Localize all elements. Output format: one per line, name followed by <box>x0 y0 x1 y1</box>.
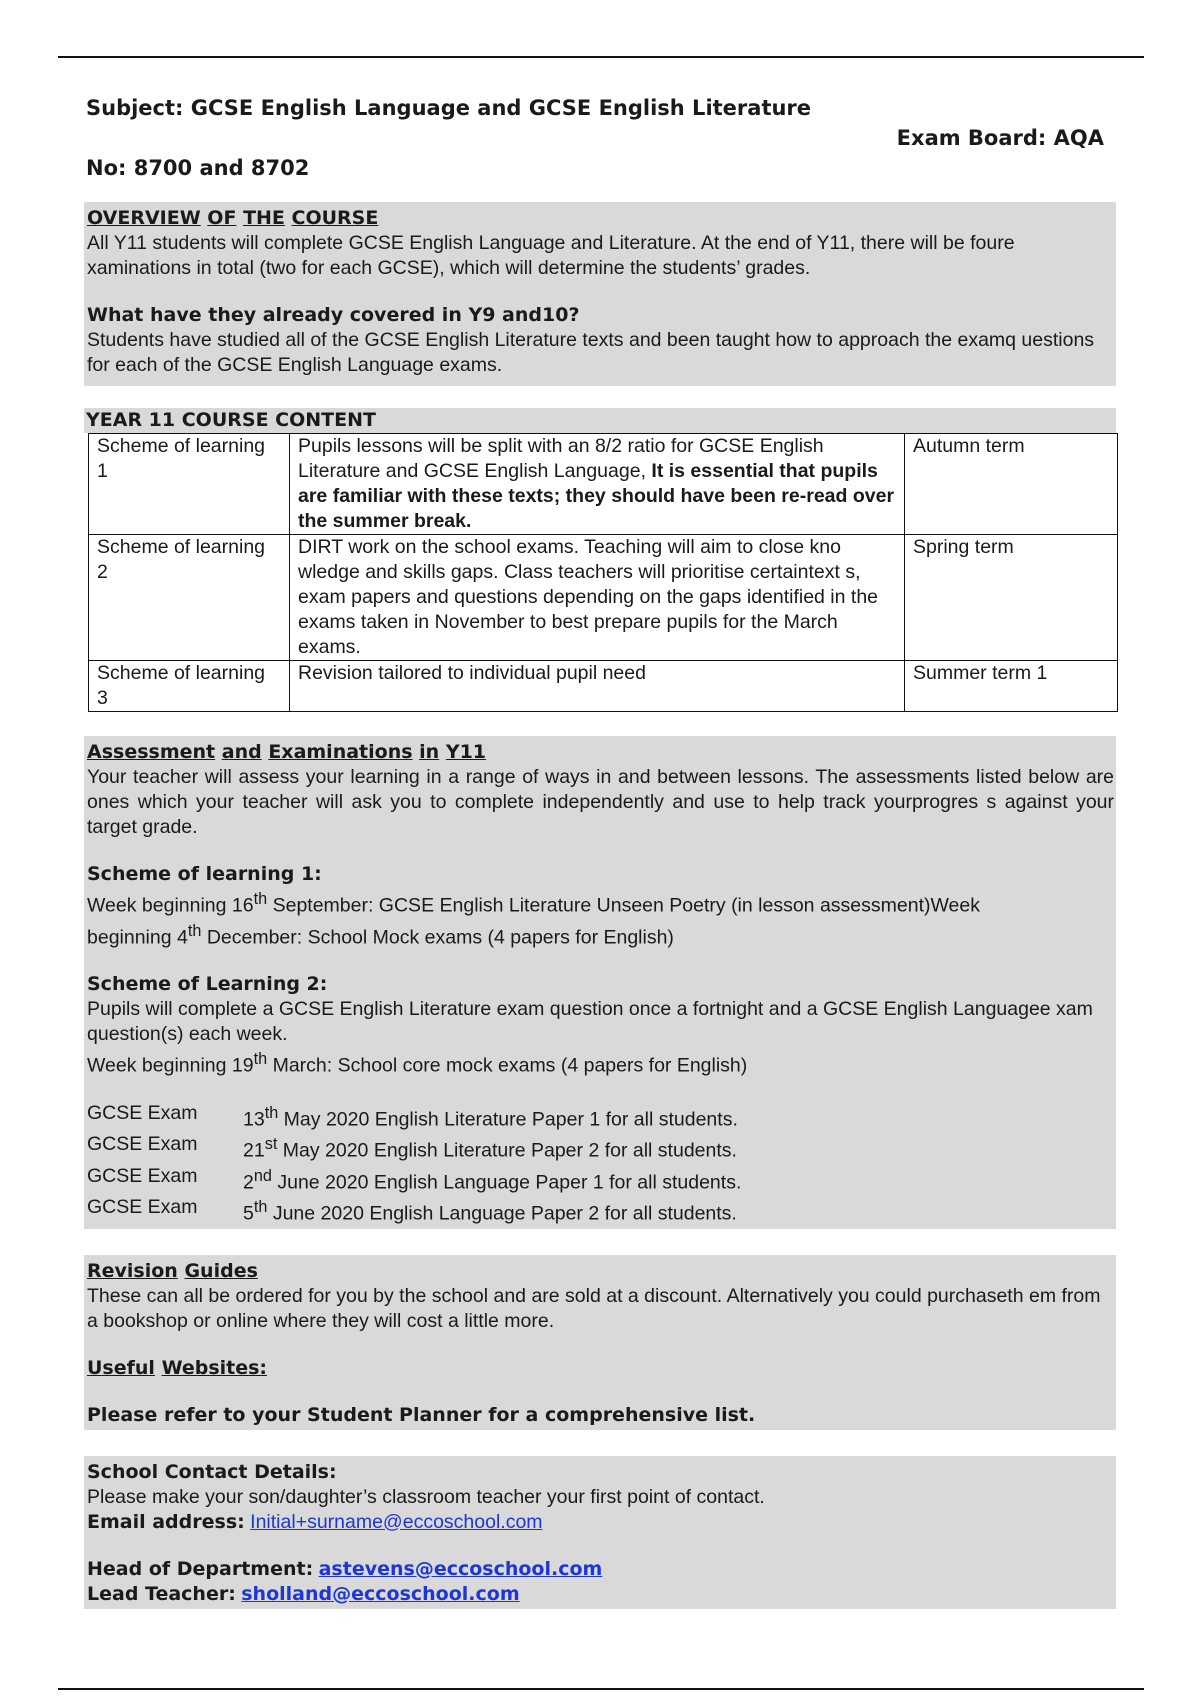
email-link[interactable]: Initial+surname@eccoschool.com <box>250 1510 543 1533</box>
spec-number: No: 8700 and 8702 <box>86 156 310 180</box>
term-cell: Spring term <box>905 535 1118 661</box>
course-content-heading: YEAR 11 COURSE CONTENT <box>86 409 376 431</box>
sol1-line: Week beginning 16th September: GCSE English Literature Unseen Poetry (in lesson assessment)Week <box>87 890 980 917</box>
bottom-rule <box>58 1688 1144 1690</box>
assessment-heading-word: in <box>419 741 440 763</box>
overview-heading-word: COURSE <box>291 207 379 229</box>
exam-date-row: GCSE Exam 13th May 2020 English Literature Paper 1 for all students. <box>87 1101 738 1130</box>
top-rule <box>58 56 1144 58</box>
description-cell <box>290 434 905 535</box>
term-cell: Summer term 1 <box>905 661 1118 712</box>
table-row <box>89 661 1118 712</box>
exam-date-row: GCSE Exam 5th June 2020 English Language Paper 2 for all students. <box>87 1196 737 1225</box>
exam-date-row: GCSE Exam 21st May 2020 English Literature Paper 2 for all students. <box>87 1133 737 1162</box>
description-text: Revision tailored to individual pupil need <box>298 662 646 684</box>
email-label: Email address: <box>87 1510 245 1533</box>
covered-heading: What have they already covered in Y9 and10? <box>87 304 580 326</box>
overview-text: All Y11 students will complete GCSE English Language and Literature. At the end of Y11, there will be foure xaminations in total (two for each GCSE), which will determine the students’ grades. <box>87 232 1015 279</box>
overview-heading-word: OVERVIEW <box>87 207 201 229</box>
lead-row <box>87 1582 1114 1607</box>
document-header <box>84 96 1116 196</box>
revision-section <box>84 1255 1116 1430</box>
sol1-heading: Scheme of learning 1: <box>87 863 322 885</box>
contact-heading: School Contact Details: <box>87 1460 337 1483</box>
websites-heading: Useful Websites: <box>87 1356 268 1379</box>
exam-board: Exam Board: AQA <box>896 126 1104 150</box>
hod-row <box>87 1557 1114 1582</box>
table-row <box>89 535 1118 661</box>
subject-title: Subject: GCSE English Language and GCSE English Literature <box>86 96 812 120</box>
scheme-cell: Scheme of learning 3 <box>89 661 290 712</box>
sol1-line: beginning 4th December: School Mock exams (4 papers for English) <box>87 921 674 948</box>
assessment-section <box>84 736 1116 1229</box>
description-text: Pupils lessons will be split with an 8/2 ratio for GCSE English Literature and GCSE English Language, <box>298 435 824 482</box>
contact-text: Please make your son/daughter’s classroom teacher your first point of contact. <box>87 1485 765 1508</box>
term-cell: Autumn term <box>905 434 1118 535</box>
covered-text: Students have studied all of the GCSE English Literature texts and been taught how to approach the examq uestions for each of the GCSE English Language exams. <box>87 329 1095 376</box>
sol2-heading: Scheme of Learning 2: <box>87 973 328 995</box>
document-body <box>84 96 1116 1609</box>
lead-email-link[interactable]: sholland@eccoschool.com <box>241 1582 520 1605</box>
overview-heading <box>87 206 1114 231</box>
hod-label: Head of Department: <box>87 1557 314 1580</box>
description-emphasis: It is essential that pupils are familiar with these texts; they should have been re-read over the summer break. <box>298 460 895 532</box>
lead-label: Lead Teacher: <box>87 1582 236 1605</box>
planner-note: Please refer to your Student Planner for a comprehensive list. <box>87 1403 756 1426</box>
overview-heading-word: THE <box>243 207 285 229</box>
course-content-table <box>88 433 1118 712</box>
course-content-header <box>84 408 1116 433</box>
description-cell <box>290 535 905 661</box>
assessment-heading-word: Examinations <box>268 741 413 763</box>
sol2-text: Pupils will complete a GCSE English Literature exam question once a fortnight and a GCSE English Languagee xam question(s) each week. <box>87 998 1093 1045</box>
overview-heading-word: OF <box>207 207 237 229</box>
email-row <box>87 1510 1114 1535</box>
assessment-heading-word: Y11 <box>445 741 487 763</box>
assessment-heading-word: and <box>221 741 262 763</box>
assessment-intro: Your teacher will assess your learning in a range of ways in and between lessons. The assessments listed below are ones which your teacher will ask you to complete independently and use to help track yourprogres s against your target grade. <box>87 766 1114 838</box>
contact-section <box>84 1456 1116 1609</box>
revision-heading: Revision Guides <box>87 1259 258 1282</box>
exam-date-row: GCSE Exam 2nd June 2020 English Language Paper 1 for all students. <box>87 1164 742 1193</box>
assessment-heading <box>87 740 1114 765</box>
sol2-line: Week beginning 19th March: School core mock exams (4 papers for English) <box>87 1050 748 1077</box>
scheme-cell: Scheme of learning 1 <box>89 434 290 535</box>
table-row <box>89 434 1118 535</box>
revision-text: These can all be ordered for you by the school and are sold at a discount. Alternatively you could purchaseth em from a bookshop or online where they will cost a little more. <box>87 1284 1101 1332</box>
overview-section <box>84 202 1116 386</box>
hod-email-link[interactable]: astevens@eccoschool.com <box>318 1557 603 1580</box>
scheme-cell: Scheme of learning 2 <box>89 535 290 661</box>
description-text: DIRT work on the school exams. Teaching will aim to close kno wledge and skills gaps. Class teachers will prioritise certaintext s, exam papers and questions depending on the gaps identified in the exams taken in November to best prepare pupils for the March exams. <box>298 536 879 658</box>
description-cell <box>290 661 905 712</box>
assessment-heading-word: Assessment <box>87 741 216 763</box>
